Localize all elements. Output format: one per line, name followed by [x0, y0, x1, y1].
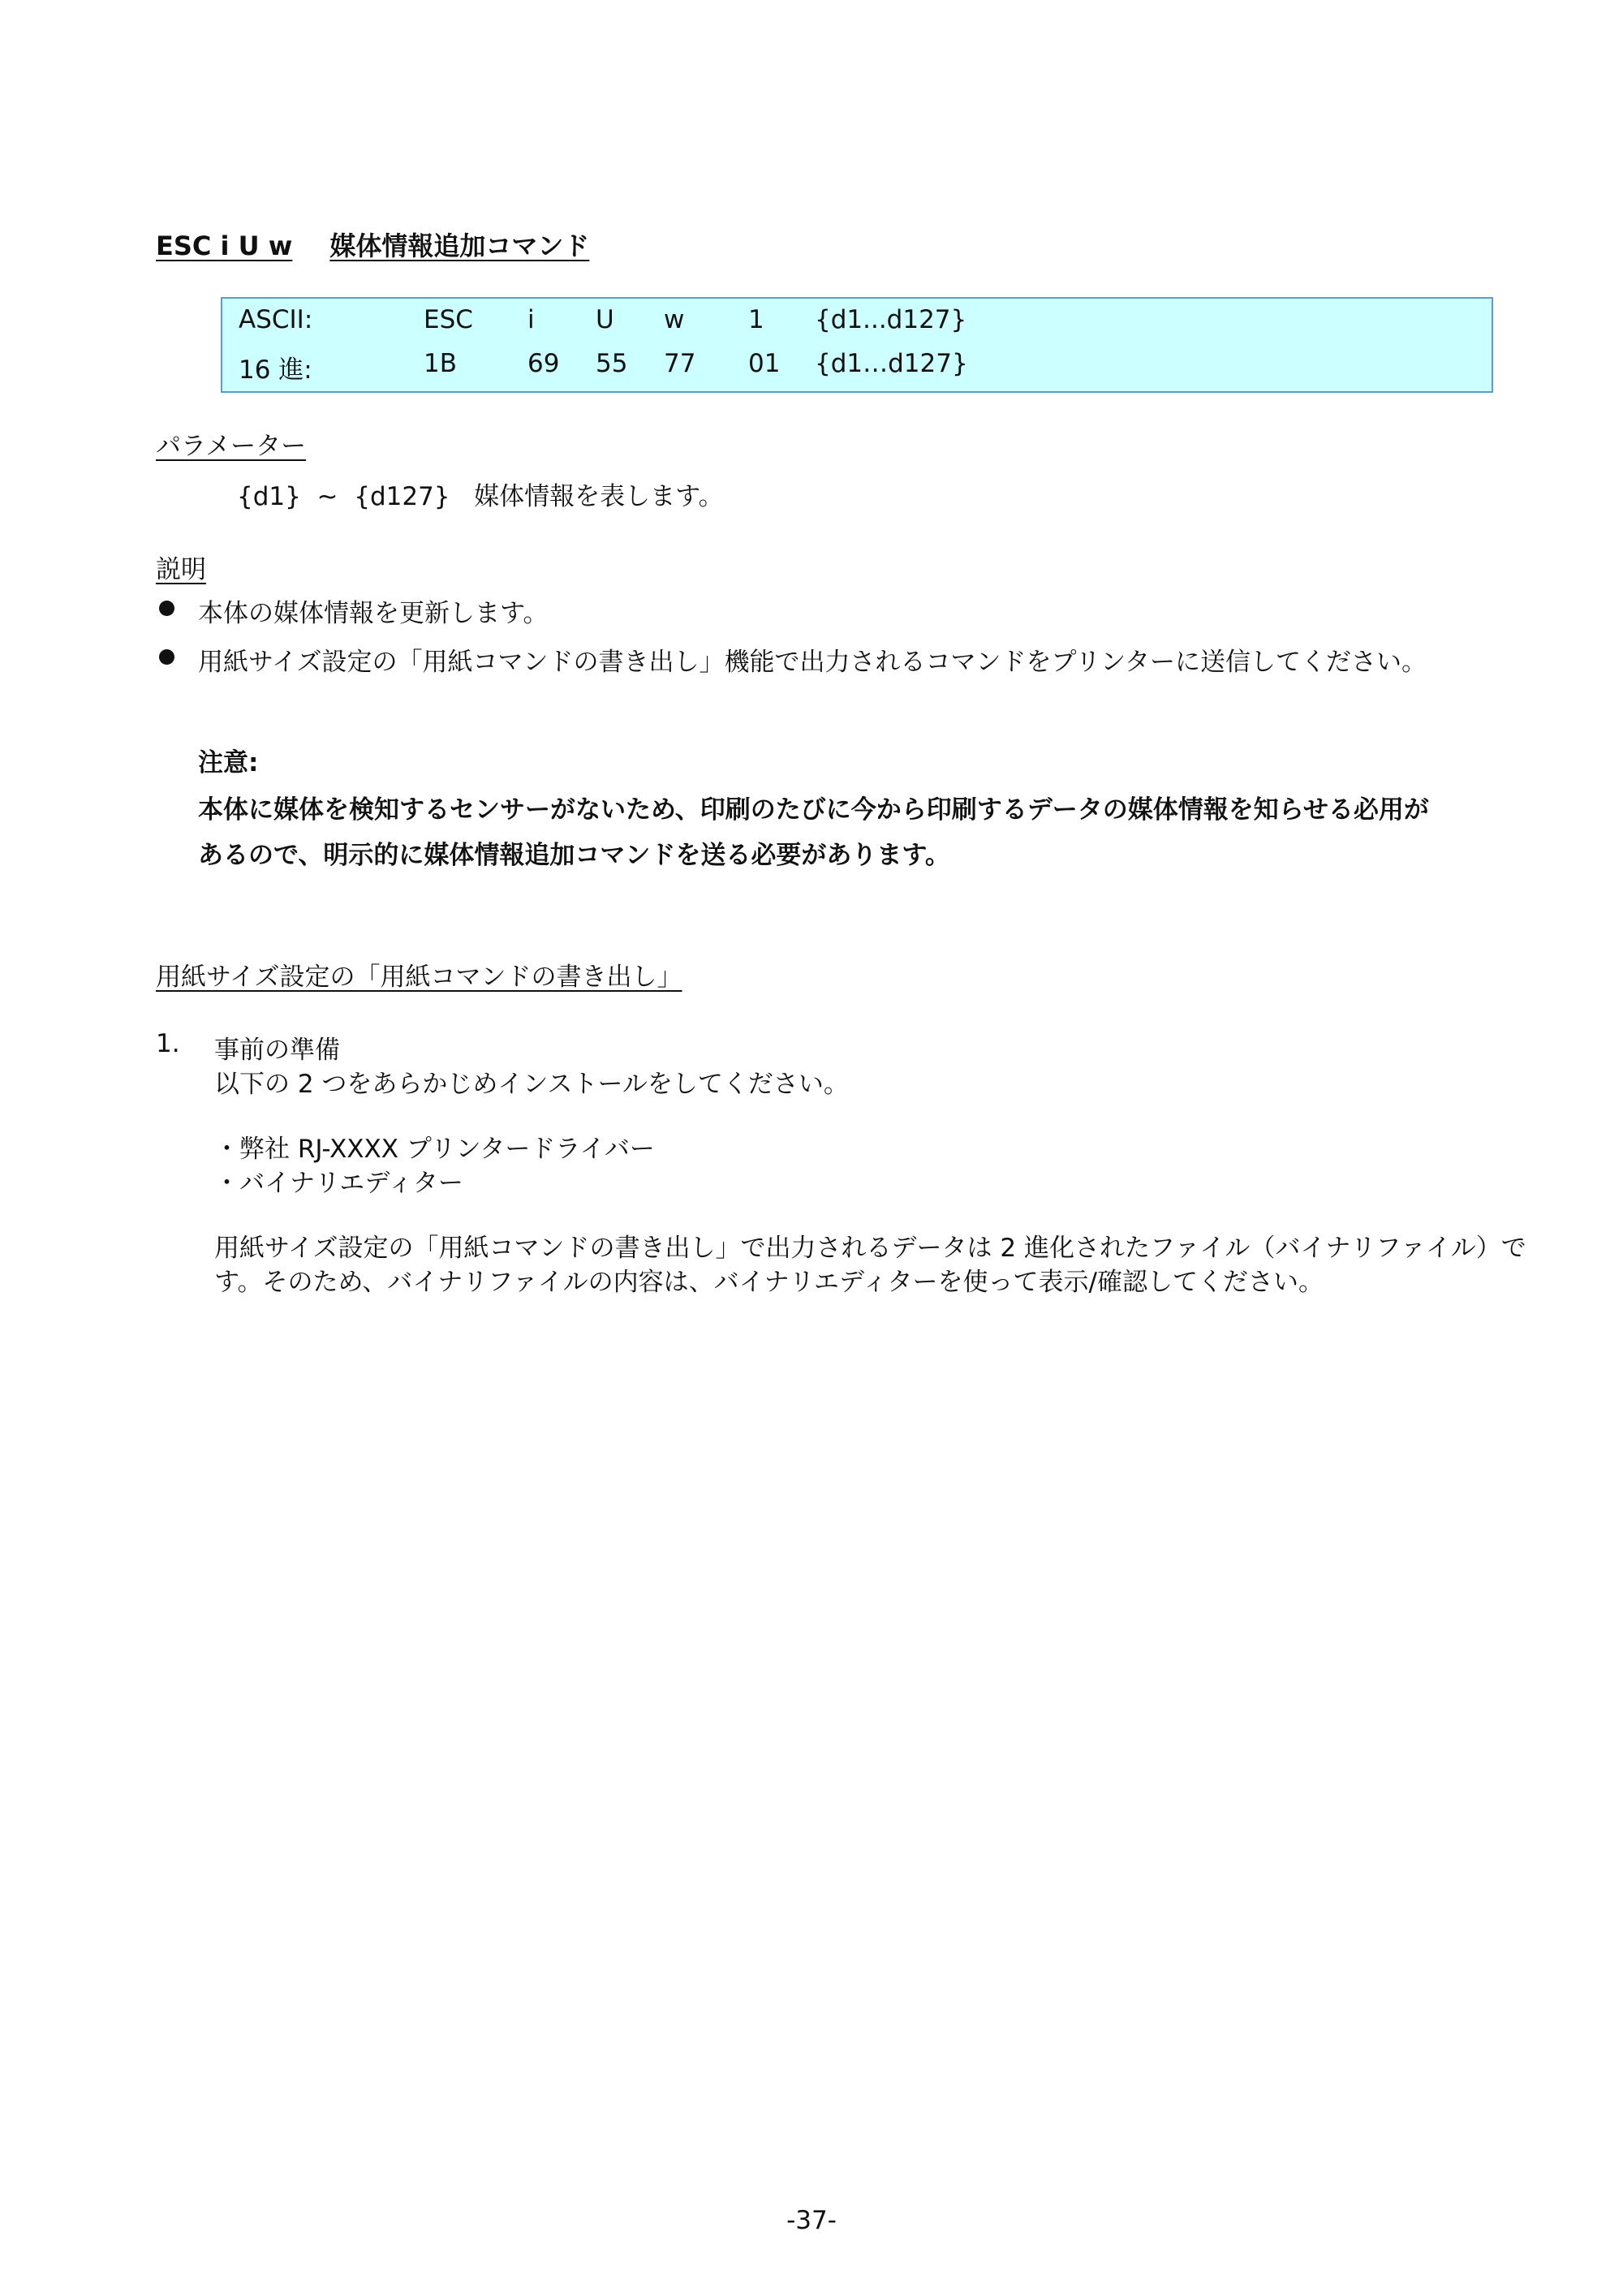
description-heading: 説明	[156, 555, 206, 584]
hex-cell: 77	[664, 349, 696, 378]
page-number: -37-	[786, 2206, 837, 2235]
ascii-cell: U	[596, 305, 614, 334]
export-paragraph-line: す。そのため、バイナリファイルの内容は、バイナリエディターを使って表示/確認してください。	[214, 1268, 1324, 1297]
step-intro: 以下の 2 つをあらかじめインストールをしてください。	[214, 1070, 849, 1099]
note-line: あるので、明示的に媒体情報追加コマンドを送る必要があります。	[198, 841, 950, 870]
parameters-line: {d1} ~ {d127} 媒体情報を表します。	[237, 482, 724, 511]
description-bullet: 本体の媒体情報を更新します。	[198, 599, 549, 628]
ascii-cell: ESC	[424, 305, 473, 334]
note-line: 本体に媒体を検知するセンサーがないため、印刷のたびに今から印刷するデータの媒体情報を知らせる必用が	[198, 795, 1429, 825]
hex-cell: 69	[527, 349, 560, 378]
export-paragraph-line: 用紙サイズ設定の「用紙コマンドの書き出し」で出力されるデータは 2 進化されたファイル（バイナリファイル）で	[214, 1234, 1526, 1263]
bullet-icon	[159, 601, 174, 616]
step-number: 1.	[156, 1029, 180, 1058]
hex-cell: 55	[596, 349, 628, 378]
ascii-label: ASCII:	[239, 305, 313, 334]
ascii-cell: {d1...d127}	[815, 305, 967, 334]
install-item: ・バイナリエディター	[214, 1169, 463, 1198]
command-table	[221, 297, 1493, 393]
step-title: 事前の準備	[214, 1036, 340, 1065]
hex-label: 16 進:	[239, 355, 312, 385]
export-heading: 用紙サイズ設定の「用紙コマンドの書き出し」	[156, 963, 682, 992]
hex-cell: {d1…d127}	[815, 349, 968, 378]
hex-cell: 01	[748, 349, 781, 378]
bullet-icon	[159, 649, 174, 665]
parameters-heading: パラメーター	[156, 432, 307, 461]
command-name: 媒体情報追加コマンド	[329, 230, 590, 261]
ascii-cell: 1	[748, 305, 764, 334]
ascii-cell: i	[527, 305, 535, 334]
description-bullet: 用紙サイズ設定の「用紙コマンドの書き出し」機能で出力されるコマンドをプリンターに送信してください。	[198, 648, 1427, 677]
hex-cell: 1B	[424, 349, 457, 378]
note-heading: 注意:	[198, 748, 259, 778]
page-title	[156, 226, 589, 263]
ascii-cell: w	[664, 305, 685, 334]
install-item: ・弊社 RJ-XXXX プリンタードライバー	[214, 1135, 655, 1164]
command-code: ESC i U w	[156, 230, 293, 261]
